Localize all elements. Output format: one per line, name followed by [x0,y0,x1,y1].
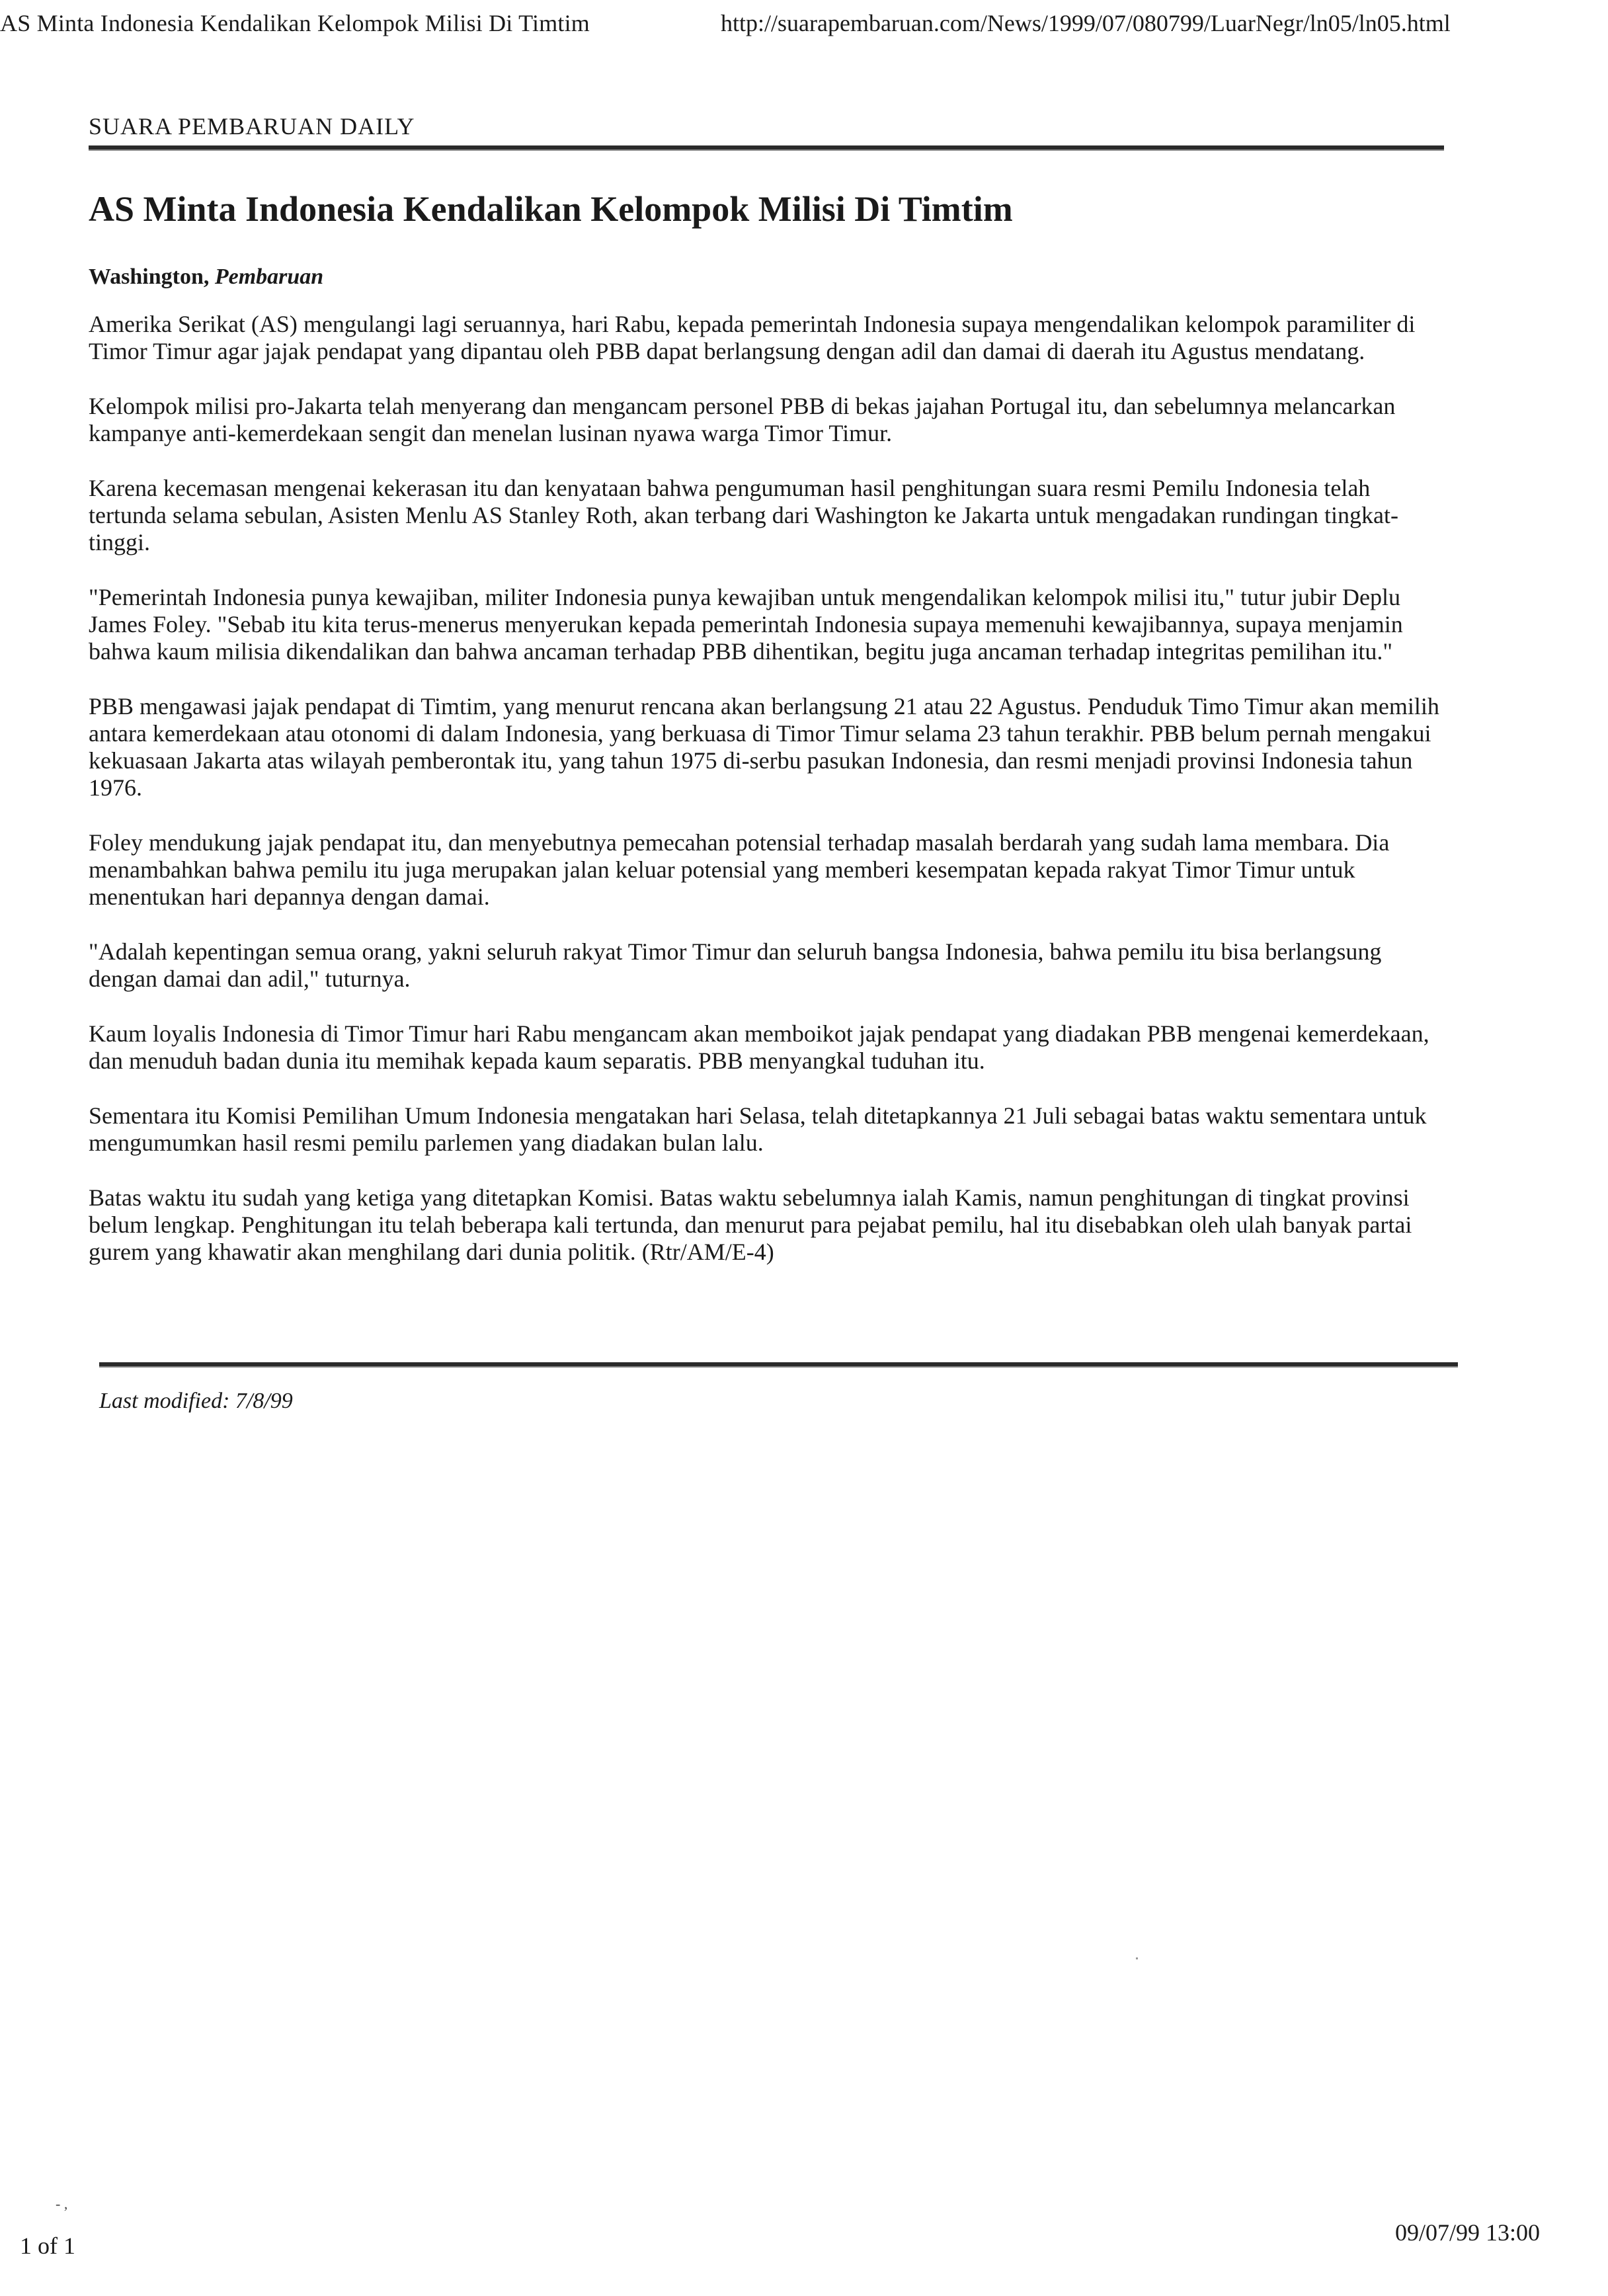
scan-speck [1136,1957,1138,1959]
site-name: SUARA PEMBARUAN DAILY [89,113,415,140]
article-paragraph: "Adalah kepentingan semua orang, yakni seluruh rakyat Timor Timur dan seluruh bangsa Indonesia, bahwa pemilu itu bisa berlangsung dengan damai dan adil," tuturnya. [89,938,1382,992]
article-paragraph: Amerika Serikat (AS) mengulangi lagi seruannya, hari Rabu, kepada pemerintah Indonesia supaya mengendalikan kelompok paramiliter di Timor Timur agar jajak pendapat yang dipantau oleh PBB dapat berlangsung dengan adil dan damai di daerah itu Agustus mendatang. [89,311,1416,364]
article-paragraph: Batas waktu itu sudah yang ketiga yang ditetapkan Komisi. Batas waktu sebelumnya ialah Kamis, namun penghitungan di tingkat provinsi belum lengkap. Penghitungan itu telah beberapa kali tertunda, dan menurut para pejabat pemilu, hal itu disebabkan oleh ulah banyak partai gurem yang khawatir akan menghilang dari dunia politik. (Rtr/AM/E-4) [89,1184,1412,1265]
article-paragraph: Kaum loyalis Indonesia di Timor Timur hari Rabu mengancam akan memboikot jajak pendapat yang diadakan PBB mengenai kemerdekaan, dan menuduh badan dunia itu memihak kepada kaum separatis. PBB menyangkal tuduhan itu. [89,1020,1429,1074]
bottom-divider [99,1362,1458,1368]
dateline [89,265,323,290]
article-paragraph: Sementara itu Komisi Pemilihan Umum Indonesia mengatakan hari Selasa, telah ditetapkannya 21 Juli sebagai batas waktu sementara untuk mengumumkan hasil resmi pemilu parlemen yang diadakan bulan lalu. [89,1102,1427,1156]
print-footer-marks: - , [56,2195,68,2212]
article-paragraph: Kelompok milisi pro-Jakarta telah menyerang dan mengancam personel PBB di bekas jajahan Portugal itu, dan sebelumnya melancarkan kampanye anti-kemerdekaan sengit dan menelan lusinan nyawa warga Timor Timur. [89,393,1396,446]
article-body [89,311,1451,1293]
print-header-url: http://suarapembaruan.com/News/1999/07/080799/LuarNegr/ln05/ln05.html [721,10,1451,36]
article-paragraph: "Pemerintah Indonesia punya kewajiban, militer Indonesia punya kewajiban untuk mengendalikan kelompok milisi itu," tutur jubir Deplu James Foley. "Sebab itu kita terus-menerus menyerukan kepada pemerintah Indonesia supaya memenuhi kewajibannya, supaya menjamin bahwa kaum milisia dikendalikan dan bahwa ancaman terhadap PBB dihentikan, begitu juga ancaman terhadap integritas pemilihan itu." [89,584,1403,665]
print-footer-datetime: 09/07/99 13:00 [1395,2219,1541,2246]
last-modified: Last modified: 7/8/99 [99,1389,293,1413]
dateline-source: Pembaruan [214,265,324,289]
print-header-title: AS Minta Indonesia Kendalikan Kelompok Milisi Di Timtim [0,10,590,36]
top-divider [89,145,1444,151]
article-paragraph: Foley mendukung jajak pendapat itu, dan menyebutnya pemecahan potensial terhadap masalah berdarah yang sudah lama membara. Dia menambahkan bahwa pemilu itu juga merupakan jalan keluar potensial yang memberi kesempatan kepada rakyat Timor Timur untuk menentukan hari depannya dengan damai. [89,829,1390,910]
dateline-place: Washington, [89,265,210,289]
print-footer-page-number: 1 of 1 [20,2233,75,2259]
article-paragraph: PBB mengawasi jajak pendapat di Timtim, yang menurut rencana akan berlangsung 21 atau 22 Agustus. Penduduk Timo Timur akan memilih antara kemerdekaan atau otonomi di dalam Indonesia, yang berkuasa di Timor Timur selama 23 tahun terakhir. PBB belum pernah mengakui kekuasaan Jakarta atas wilayah pemberontak itu, yang tahun 1975 di-serbu pasukan Indonesia, dan resmi menjadi provinsi Indonesia tahun 1976. [89,693,1439,801]
article-headline: AS Minta Indonesia Kendalikan Kelompok Milisi Di Timtim [89,189,1013,229]
article-paragraph: Karena kecemasan mengenai kekerasan itu dan kenyataan bahwa pengumuman hasil penghitungan suara resmi Pemilu Indonesia telah tertunda selama sebulan, Asisten Menlu AS Stanley Roth, akan terbang dari Washington ke Jakarta untuk mengadakan rundingan tingkat-tinggi. [89,475,1398,555]
